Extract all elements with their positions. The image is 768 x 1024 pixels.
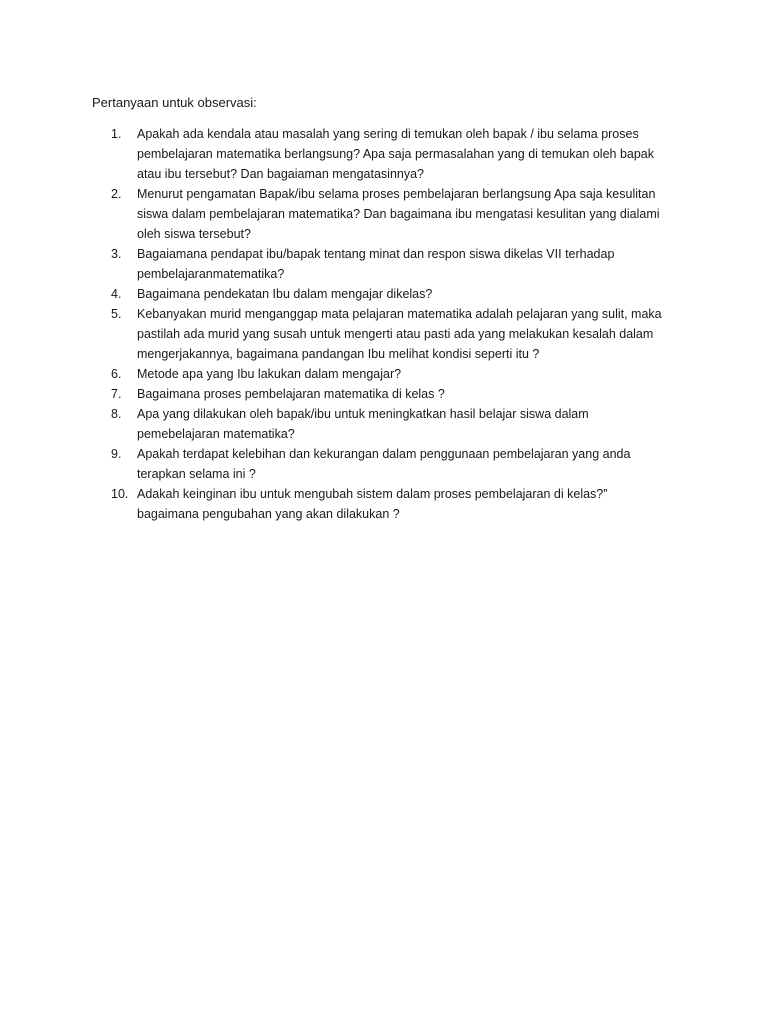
question-text-line: terapkan selama ini ? [137,467,256,481]
question-text-line: Menurut pengamatan Bapak/ibu selama proses pembelajaran berlangsung Apa saja kesulitan [137,187,656,201]
document-heading: Pertanyaan untuk observasi: [92,95,257,110]
question-item [92,384,682,404]
question-text-line: Bagaimana proses pembelajaran matematika di kelas ? [137,387,445,401]
question-text-line: Bagaiamana pendapat ibu/bapak tentang minat dan respon siswa dikelas VII terhadap [137,247,615,261]
question-text-line: siswa dalam pembelajaran matematika? Dan bagaimana ibu mengatasi kesulitan yang dialami [137,207,660,221]
question-text-line: Kebanyakan murid menganggap mata pelajaran matematika adalah pelajaran yang sulit, maka [137,307,662,321]
question-text-line: bagaimana pengubahan yang akan dilakukan ? [137,507,400,521]
question-number: 1. [111,127,122,141]
question-item [92,484,682,524]
question-text-line: pemebelajaran matematika? [137,427,295,441]
question-item [92,124,682,184]
question-number: 8. [111,407,122,421]
question-item [92,444,682,484]
question-number: 5. [111,307,122,321]
question-number: 2. [111,187,122,201]
question-text-line: mengerjakannya, bagaimana pandangan Ibu melihat kondisi seperti itu ? [137,347,540,361]
question-item [92,184,682,244]
question-number: 3. [111,247,122,261]
question-text-line: pembelajaranmatematika? [137,267,285,281]
question-text-line: atau ibu tersebut? Dan bagaiaman mengatasinnya? [137,167,425,181]
question-number: 6. [111,367,122,381]
question-item [92,284,682,304]
question-text-line: pastilah ada murid yang susah untuk mengerti atau pasti ada yang melakukan kesalah dalam [137,327,654,341]
question-text-line: Bagaimana pendekatan Ibu dalam mengajar dikelas? [137,287,433,301]
question-number: 10. [111,487,129,501]
question-item [92,304,682,364]
question-text-line: Metode apa yang Ibu lakukan dalam mengajar? [137,367,402,381]
question-number: 9. [111,447,122,461]
question-list [92,124,682,524]
question-number: 4. [111,287,122,301]
question-item [92,404,682,444]
question-text-line: oleh siswa tersebut? [137,227,251,241]
question-text-line: Apakah ada kendala atau masalah yang sering di temukan oleh bapak / ibu selama proses [137,127,639,141]
question-text-line: Apakah terdapat kelebihan dan kekurangan dalam penggunaan pembelajaran yang anda [137,447,631,461]
question-text-line: pembelajaran matematika berlangsung? Apa saja permasalahan yang di temukan oleh bapak [137,147,655,161]
question-number: 7. [111,387,122,401]
question-item [92,244,682,284]
question-text-line: Apa yang dilakukan oleh bapak/ibu untuk meningkatkan hasil belajar siswa dalam [137,407,589,421]
question-text-line: Adakah keinginan ibu untuk mengubah sistem dalam proses pembelajaran di kelas?” [137,487,608,501]
question-item [92,364,682,384]
